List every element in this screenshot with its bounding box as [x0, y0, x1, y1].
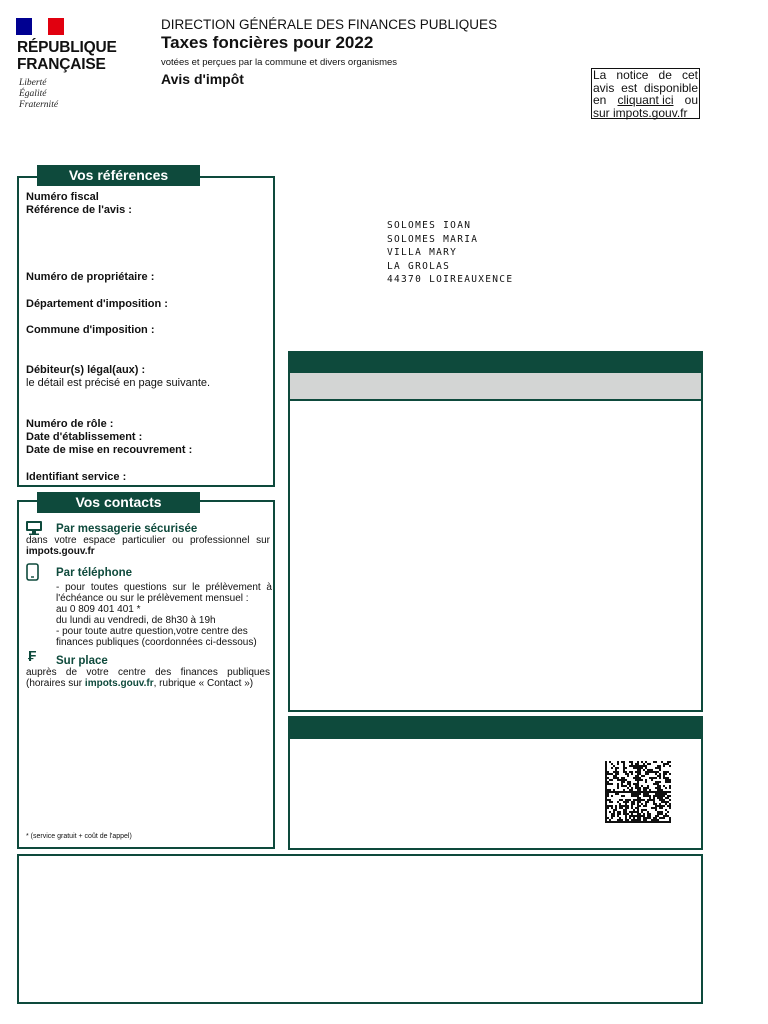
logo-motto1: Liberté [19, 78, 47, 88]
logo-line2: FRANÇAISE [17, 56, 106, 73]
surplace-link[interactable]: impots.gouv.fr [84, 678, 154, 689]
surplace-line2-pre: (horaires sur [26, 678, 83, 689]
tel-line5: - pour toute autre question,votre centre des [56, 626, 248, 637]
recipient-address [387, 219, 513, 287]
logo-motto2: Égalité [19, 89, 47, 99]
address-line: SOLOMES MARIA [387, 233, 479, 245]
surplace-line2 [26, 678, 253, 690]
tel-line2: l'échéance ou sur le prélèvement mensuel : [56, 593, 249, 604]
reference-avis-label: Référence de l'avis : [26, 204, 132, 216]
franc-icon: ₣ [28, 648, 37, 665]
date-recouvrement-label: Date de mise en recouvrement : [26, 444, 193, 456]
footnote: * (service gratuit + coût de l'appel) [26, 833, 132, 840]
computer-icon [25, 520, 43, 536]
numero-role-label: Numéro de rôle : [26, 418, 114, 430]
notice-link[interactable]: cliquant ici [617, 93, 674, 107]
telephone-title: Par téléphone [56, 567, 133, 579]
numero-fiscal-label: Numéro fiscal [26, 191, 99, 203]
identifiant-service-label: Identifiant service : [26, 471, 127, 483]
summary-panel-band [290, 373, 701, 401]
qr-code-icon [605, 761, 671, 823]
notice-line3-post: ou [684, 93, 698, 107]
messagerie-line1: dans votre espace particulier ou professionnel sur [26, 535, 270, 546]
references-tab: Vos références [37, 165, 200, 186]
debiteurs-detail: le détail est précisé en page suivante. [26, 377, 211, 389]
logo-line1: RÉPUBLIQUE [17, 39, 117, 56]
document-title: Taxes foncières pour 2022 [161, 33, 374, 52]
notice-line4: sur impots.gouv.fr [593, 105, 688, 120]
republique-francaise-logo [16, 16, 128, 110]
payment-slip-box [17, 854, 703, 1004]
surplace-line1: auprès de votre centre des finances publiques [26, 667, 270, 678]
messagerie-link[interactable]: impots.gouv.fr [26, 546, 95, 557]
debiteurs-label: Débiteur(s) légal(aux) : [26, 364, 146, 376]
agency-name: DIRECTION GÉNÉRALE DES FINANCES PUBLIQUES [161, 17, 498, 32]
tel-line3: au 0 809 401 401 * [56, 604, 141, 615]
phone-icon [26, 563, 39, 581]
summary-panel-header [288, 351, 703, 373]
contacts-tab: Vos contacts [37, 492, 200, 513]
document-subtitle: votées et perçues par la commune et divers organismes [161, 57, 398, 68]
address-line: LA GROLAS [387, 260, 451, 272]
commune-label: Commune d'imposition : [26, 324, 155, 336]
french-flag-icon [16, 18, 64, 35]
tel-line1: - pour toutes questions sur le prélèvement à [56, 582, 272, 593]
numero-proprietaire-label: Numéro de propriétaire : [26, 271, 155, 283]
tel-line6: finances publiques (coordonnées ci-dessous) [56, 637, 257, 648]
address-line: VILLA MARY [387, 247, 458, 259]
messagerie-title: Par messagerie sécurisée [56, 523, 198, 535]
notice-line3-pre: en [593, 93, 607, 107]
summary-panel [288, 351, 703, 712]
date-etablissement-label: Date d'établissement : [26, 431, 143, 443]
logo-motto3: Fraternité [19, 100, 59, 110]
notice-line1: La notice de cet [593, 68, 698, 82]
address-line: SOLOMES IOAN [387, 220, 472, 231]
surplace-line2-post: , rubrique « Contact ») [153, 678, 254, 689]
payment-panel-header [288, 716, 703, 739]
notice-box [591, 68, 700, 119]
notice-line2: avis est disponible [593, 80, 698, 95]
departement-label: Département d'imposition : [26, 298, 168, 310]
surplace-title: Sur place [56, 655, 108, 667]
document-type: Avis d'impôt [161, 71, 244, 87]
address-line: 44370 LOIREAUXENCE [387, 274, 514, 286]
tel-line4: du lundi au vendredi, de 8h30 à 19h [56, 615, 216, 626]
